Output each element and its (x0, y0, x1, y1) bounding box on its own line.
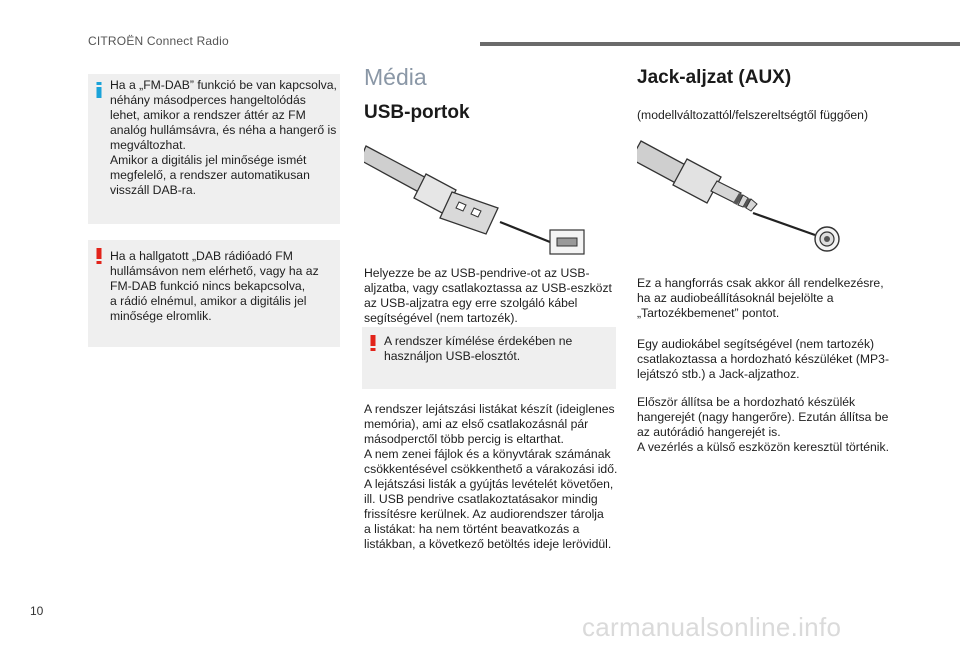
aux-paragraph-2: Egy audiokábel segítségével (nem tartozék) csatlakoztassa a hordozható készüléket (MP3- lejátszó stb.) a Jack-aljzathoz. (637, 337, 889, 381)
usb-warning-box (362, 327, 616, 389)
info-note-box (88, 74, 340, 224)
warning-note-text: Ha a hallgatott „DAB rádióadó FM hullámsávon nem elérhető, vagy ha az FM-DAB funkció nincs bekapcsolva, a rádió elnémul, amikor a digitális jel minősége elromlik. (110, 249, 319, 323)
aux-subtitle: (modellváltozattól/felszereltségtől függően) (637, 108, 869, 122)
warning-note-box (88, 240, 340, 347)
info-note-text: Ha a „FM-DAB” funkció be van kapcsolva, néhány másodperces hangeltolódás lehet, amikor a rendszer áttér az FM analóg hullámsávra, és néha a hangerő is megváltozhat. Amikor a digitális jel minősége ismét megfelelő, a rendszer automatikusan visszáll DAB-ra. (110, 78, 337, 197)
aux-heading: Jack-aljzat (AUX) (637, 67, 792, 88)
header-bar (480, 42, 960, 46)
aux-paragraph-3: Először állítsa be a hordozható készülék hangerejét (nagy hangerőre). Ezután állítsa be az autórádió hangerejét is. A vezérlés a külső eszközön keresztül történik. (637, 395, 889, 454)
media-heading: Média (364, 64, 427, 90)
watermark: carmanualsonline.info (582, 612, 842, 642)
usb-plug-illustration (364, 138, 616, 260)
page-number: 10 (30, 604, 44, 618)
info-icon (93, 82, 105, 98)
usb-heading: USB-portok (364, 102, 470, 123)
usb-paragraph-1: Helyezze be az USB-pendrive-ot az USB- aljzatba, vagy csatlakoztassa az USB-eszközt az USB-aljzatra egy erre szolgáló kábel segítségével (nem tartozék). (364, 266, 612, 325)
usb-paragraph-2: A rendszer lejátszási listákat készít (ideiglenes memória), ami az első csatlakozásnál pár másodperctől több percig is eltarthat. A nem zenei fájlok és a könyvtárak számának csökkentésével csökkenthető a várakozási idő. A lejátszási listák a gyújtás levételét követően, ill. USB pendrive csatlakoztatásakor mindig frissítésre kerülnek. Az audiorendszer tárolja a listákat: ha nem történt beavatkozás a listákban, a következő betöltés ideje lerövidül. (364, 402, 618, 551)
usb-warning-text: A rendszer kímélése érdekében ne használjon USB-elosztót. (384, 334, 573, 363)
jack-plug-illustration (637, 135, 917, 255)
aux-paragraph-1: Ez a hangforrás csak akkor áll rendelkezésre, ha az audiobeállításoknál bejelölte a „Tartozékbemenet” pontot. (637, 276, 884, 320)
header-title: CITROËN Connect Radio (88, 34, 229, 48)
warning-icon (367, 335, 379, 351)
warning-icon (93, 248, 105, 264)
